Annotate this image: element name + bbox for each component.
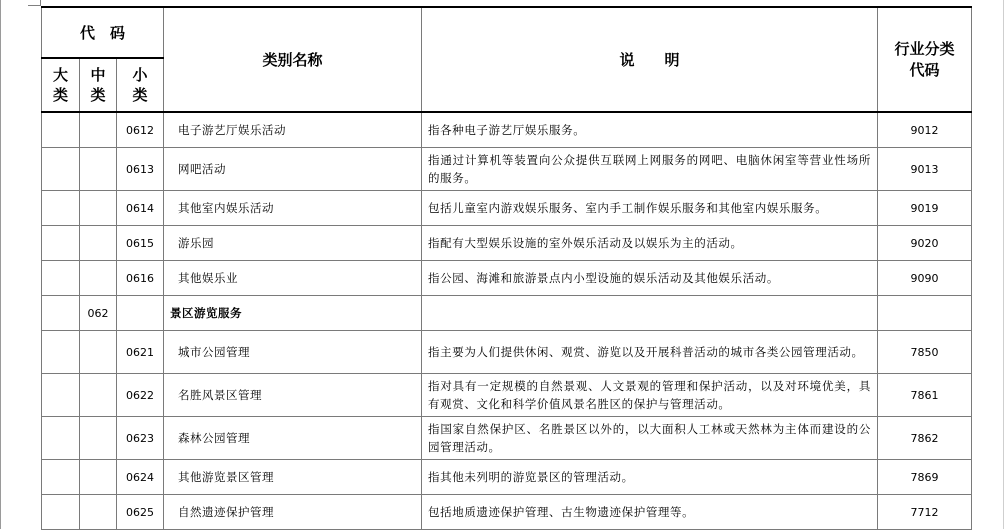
table-row (42, 331, 972, 374)
cell-major-code (42, 148, 80, 191)
cell-major-code (42, 331, 80, 374)
cell-industry-code: 7869 (878, 460, 972, 495)
cell-category-name: 网吧活动 (164, 148, 422, 191)
cell-industry-code: 9090 (878, 261, 972, 296)
cell-description: 包括儿童室内游戏娱乐服务、室内手工制作娱乐服务和其他室内娱乐服务。 (422, 191, 878, 226)
cell-minor-code: 0623 (117, 417, 164, 460)
cell-description (422, 296, 878, 331)
cell-description: 指各种电子游艺厅娱乐服务。 (422, 112, 878, 148)
cell-middle-code (80, 495, 117, 530)
cell-industry-code: 9012 (878, 112, 972, 148)
crop-mark-h (28, 5, 40, 6)
cell-industry-code: 7712 (878, 495, 972, 530)
table-header (42, 7, 972, 112)
cell-category-name: 名胜风景区管理 (164, 374, 422, 417)
cell-minor-code: 0622 (117, 374, 164, 417)
cell-middle-code (80, 261, 117, 296)
cell-description: 指国家自然保护区、名胜景区以外的，以大面积人工林或天然林为主体而建设的公园管理活动。 (422, 417, 878, 460)
table-row (42, 112, 972, 148)
table-body (42, 112, 972, 530)
cell-description: 指配有大型娱乐设施的室外娱乐活动及以娱乐为主的活动。 (422, 226, 878, 261)
table-row (42, 374, 972, 417)
cell-major-code (42, 495, 80, 530)
cell-minor-code: 0624 (117, 460, 164, 495)
cell-middle-code (80, 112, 117, 148)
cell-description: 指通过计算机等装置向公众提供互联网上网服务的网吧、电脑休闲室等营业性场所的服务。 (422, 148, 878, 191)
cell-major-code (42, 460, 80, 495)
cell-minor-code: 0621 (117, 331, 164, 374)
classification-table (41, 6, 972, 530)
cell-middle-code (80, 226, 117, 261)
header-category-name: 类别名称 (164, 7, 422, 112)
cell-middle-code (80, 191, 117, 226)
header-minor-class: 小 类 (117, 58, 164, 112)
cell-major-code (42, 261, 80, 296)
cell-category-name: 自然遗迹保护管理 (164, 495, 422, 530)
page-edge-right (1003, 0, 1004, 529)
cell-category-name: 其他游览景区管理 (164, 460, 422, 495)
header-major-class: 大 类 (42, 58, 80, 112)
cell-category-name: 游乐园 (164, 226, 422, 261)
cell-category-name: 其他室内娱乐活动 (164, 191, 422, 226)
cell-description: 指主要为人们提供休闲、观赏、游览以及开展科普活动的城市各类公园管理活动。 (422, 331, 878, 374)
cell-major-code (42, 191, 80, 226)
cell-category-name: 城市公园管理 (164, 331, 422, 374)
table-row (42, 417, 972, 460)
cell-middle-code: 062 (80, 296, 117, 331)
cell-category-name: 其他娱乐业 (164, 261, 422, 296)
cell-minor-code: 0612 (117, 112, 164, 148)
cell-description: 指对具有一定规模的自然景观、人文景观的管理和保护活动，以及对环境优美，具有观赏、文化和科学价值风景名胜区的保护与管理活动。 (422, 374, 878, 417)
cell-industry-code: 7850 (878, 331, 972, 374)
cell-middle-code (80, 460, 117, 495)
table-row (42, 148, 972, 191)
page-edge-left (0, 0, 1, 529)
cell-major-code (42, 296, 80, 331)
table-row (42, 296, 972, 331)
cell-category-name: 森林公园管理 (164, 417, 422, 460)
cell-category-name: 电子游艺厅娱乐活动 (164, 112, 422, 148)
cell-minor-code: 0616 (117, 261, 164, 296)
cell-middle-code (80, 148, 117, 191)
header-code-group: 代 码 (42, 7, 164, 58)
cell-minor-code (117, 296, 164, 331)
cell-middle-code (80, 417, 117, 460)
cell-major-code (42, 112, 80, 148)
cell-description: 包括地质遗迹保护管理、古生物遗迹保护管理等。 (422, 495, 878, 530)
cell-major-code (42, 417, 80, 460)
cell-minor-code: 0625 (117, 495, 164, 530)
cell-industry-code: 9013 (878, 148, 972, 191)
cell-description: 指其他未列明的游览景区的管理活动。 (422, 460, 878, 495)
cell-industry-code: 9019 (878, 191, 972, 226)
cell-minor-code: 0614 (117, 191, 164, 226)
header-industry-code: 行业分类 代码 (878, 7, 972, 112)
header-description: 说 明 (422, 7, 878, 112)
table-row (42, 460, 972, 495)
table-row (42, 191, 972, 226)
cell-industry-code: 7861 (878, 374, 972, 417)
cell-minor-code: 0613 (117, 148, 164, 191)
cell-middle-code (80, 374, 117, 417)
table-row (42, 226, 972, 261)
cell-industry-code: 9020 (878, 226, 972, 261)
cell-description: 指公园、海滩和旅游景点内小型设施的娱乐活动及其他娱乐活动。 (422, 261, 878, 296)
header-middle-class: 中 类 (80, 58, 117, 112)
cell-industry-code: 7862 (878, 417, 972, 460)
cell-category-name: 景区游览服务 (164, 296, 422, 331)
cell-middle-code (80, 331, 117, 374)
cell-minor-code: 0615 (117, 226, 164, 261)
cell-industry-code (878, 296, 972, 331)
table-row (42, 261, 972, 296)
table-row (42, 495, 972, 530)
cell-major-code (42, 226, 80, 261)
cell-major-code (42, 374, 80, 417)
